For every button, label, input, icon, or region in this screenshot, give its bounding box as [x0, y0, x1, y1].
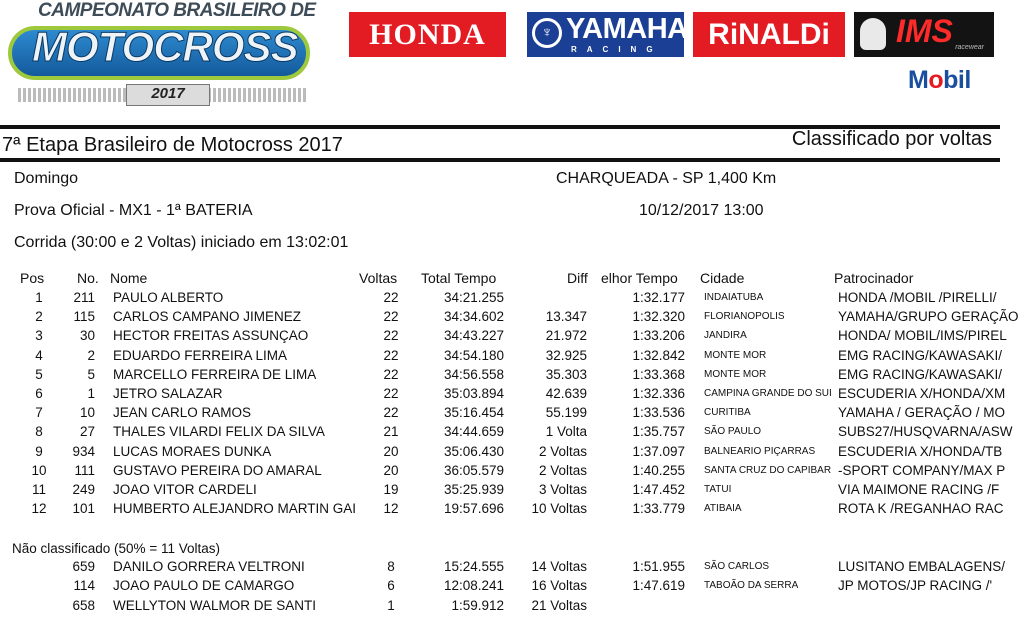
- cell-city: CURITIBA: [704, 407, 751, 419]
- event-title: 7ª Etapa Brasileiro de Motocross 2017: [2, 134, 343, 156]
- cell-total: 35:06.430: [443, 443, 504, 459]
- cell-name: GUSTAVO PEREIRA DO AMARAL: [113, 462, 322, 478]
- cell-total: 34:34.602: [443, 309, 504, 325]
- cell-best: 1:32.842: [632, 347, 685, 363]
- cell-sponsor: LUSITANO EMBALAGENS/: [838, 559, 1006, 574]
- championship-logo-top-text: CAMPEONATO BRASILEIRO DE: [38, 0, 316, 21]
- cell-diff: 21.972: [545, 328, 587, 344]
- cell-city: SÃO PAULO: [704, 426, 762, 438]
- cell-sponsor: ESCUDERIA X/HONDA/XM: [838, 386, 1006, 401]
- cell-name: DANILO GORRERA VELTRONI: [113, 559, 305, 574]
- cell-no: 659: [72, 559, 95, 574]
- cell-laps: 19: [383, 482, 399, 497]
- cell-no: 249: [72, 482, 95, 497]
- mobil-logo-o: o: [928, 66, 944, 94]
- race-datetime: 10/12/2017 13:00: [639, 202, 764, 219]
- cell-no: 934: [72, 443, 95, 459]
- cell-laps: 20: [383, 443, 399, 459]
- cell-laps: 21: [383, 424, 399, 440]
- cell-best: 1:47.619: [632, 578, 685, 594]
- race-start-info: Corrida (30:00 e 2 Voltas) iniciado em 13:02:01: [14, 234, 349, 251]
- cell-total: 1:59.912: [451, 597, 504, 613]
- cell-total: 35:03.894: [443, 386, 504, 401]
- cell-laps: 22: [383, 386, 399, 401]
- cell-no: 5: [87, 366, 95, 382]
- cell-laps: 1: [387, 597, 395, 613]
- cell-pos: 10: [31, 462, 47, 478]
- cell-total: 34:54.180: [443, 347, 504, 363]
- cell-name: CARLOS CAMPANO JIMENEZ: [113, 309, 302, 325]
- cell-city: SANTA CRUZ DO CAPIBAR: [704, 464, 832, 476]
- cell-name: PAULO ALBERTO: [113, 290, 224, 305]
- cell-name: LUCAS MORAES DUNKA: [113, 443, 272, 459]
- cell-diff: 42.639: [545, 386, 587, 401]
- cell-name: WELLYTON WALMOR DE SANTI: [113, 597, 317, 613]
- cell-city: MONTE MOR: [704, 349, 767, 361]
- cell-name: JOAO PAULO DE CAMARGO: [113, 578, 295, 594]
- race-name: Prova Oficial - MX1 - 1ª BATERIA: [14, 202, 253, 219]
- cell-best: 1:32.177: [632, 290, 685, 305]
- cell-diff: 2 Voltas: [538, 443, 587, 459]
- cell-name: JOAO VITOR CARDELI: [113, 482, 257, 497]
- cell-city: BALNEARIO PIÇARRAS: [704, 445, 816, 457]
- cell-name: EDUARDO FERREIRA LIMA: [113, 347, 288, 363]
- cell-sponsor: -SPORT COMPANY/MAX P: [838, 462, 1006, 478]
- cell-pos: 4: [35, 347, 43, 363]
- cell-pos: 6: [35, 386, 43, 401]
- cell-best: 1:32.336: [632, 386, 685, 401]
- cell-sponsor: HONDA/ MOBIL/IMS/PIREL: [838, 328, 1007, 344]
- cell-city: ATIBAIA: [704, 503, 742, 515]
- cell-city: FLORIANOPOLIS: [704, 311, 785, 323]
- cell-no: 10: [79, 405, 95, 421]
- cell-best: 1:32.320: [632, 309, 685, 325]
- title-bottom-rule: [0, 158, 1000, 162]
- sort-label: Classificado por voltas: [791, 128, 992, 150]
- cell-best: 1:51.955: [632, 559, 685, 574]
- cell-pos: 7: [35, 405, 43, 421]
- column-header-no: No.: [77, 270, 99, 286]
- column-header-pos: Pos: [20, 270, 45, 286]
- cell-total: 36:05.579: [443, 462, 504, 478]
- cell-sponsor: ESCUDERIA X/HONDA/TB: [838, 443, 1003, 459]
- yamaha-logo: [527, 12, 688, 57]
- mobil-logo: [908, 66, 971, 95]
- cell-city: MONTE MOR: [704, 368, 767, 380]
- cell-best: 1:33.368: [632, 366, 685, 382]
- cell-pos: 3: [35, 328, 43, 344]
- cell-no: 27: [79, 424, 95, 440]
- cell-name: JEAN CARLO RAMOS: [113, 405, 252, 421]
- cell-pos: 12: [31, 501, 47, 517]
- cell-best: 1:33.536: [632, 405, 685, 421]
- cell-best: 1:33.779: [632, 501, 685, 517]
- column-header-name: Nome: [110, 270, 148, 286]
- cell-city: INDAIATUBA: [704, 292, 764, 303]
- cell-sponsor: EMG RACING/KAWASAKI/: [838, 347, 1003, 363]
- cell-name: HUMBERTO ALEJANDRO MARTIN GAI: [113, 501, 357, 517]
- cell-diff: 2 Voltas: [538, 462, 587, 478]
- mobil-logo-suffix: bil: [943, 66, 971, 94]
- cell-no: 115: [73, 309, 95, 325]
- yamaha-logo-subtext: RACING: [571, 45, 663, 54]
- ims-logo-text: IMS: [896, 13, 953, 49]
- cell-total: 34:21.255: [443, 290, 504, 305]
- cell-laps: 22: [383, 328, 399, 344]
- cell-name: JETRO SALAZAR: [113, 386, 223, 401]
- cell-sponsor: YAMAHA/GRUPO GERAÇÃO: [838, 309, 1019, 325]
- cell-total: 34:56.558: [443, 366, 504, 382]
- cell-laps: 22: [383, 309, 399, 325]
- column-header-diff: Diff: [567, 270, 588, 286]
- column-header-laps: Voltas: [359, 270, 398, 286]
- cell-pos: 5: [35, 366, 43, 382]
- ims-helmet-icon: [860, 18, 886, 50]
- cell-total: 35:25.939: [443, 482, 504, 497]
- cell-laps: 22: [383, 366, 399, 382]
- rinaldi-logo: RiNALDi: [693, 12, 845, 57]
- cell-name: MARCELLO FERREIRA DE LIMA: [113, 366, 317, 382]
- cell-pos: 2: [35, 309, 43, 325]
- cell-diff: 13.347: [545, 309, 587, 325]
- cell-best: 1:33.206: [632, 328, 685, 344]
- cell-laps: 22: [383, 347, 399, 363]
- column-header-sponsor: Patrocinador: [834, 270, 914, 286]
- cell-laps: 22: [383, 405, 399, 421]
- cell-sponsor: JP MOTOS/JP RACING /': [838, 578, 993, 594]
- header-banner: [0, 0, 1000, 125]
- race-day: Domingo: [14, 170, 79, 187]
- cell-diff: 14 Voltas: [531, 559, 587, 574]
- cell-no: 111: [74, 462, 95, 478]
- mobil-logo-prefix: M: [908, 66, 929, 94]
- race-location: CHARQUEADA - SP 1,400 Km: [556, 170, 777, 187]
- cell-laps: 6: [387, 578, 395, 594]
- cell-diff: 10 Voltas: [531, 501, 587, 517]
- cell-total: 15:24.555: [443, 559, 504, 574]
- cell-laps: 20: [383, 462, 399, 478]
- honda-logo: HONDA: [349, 12, 506, 57]
- ims-logo: [854, 12, 994, 57]
- cell-pos: 8: [35, 424, 43, 440]
- cell-diff: 16 Voltas: [531, 578, 587, 594]
- column-header-total: Total Tempo: [421, 270, 497, 286]
- cell-no: 658: [72, 597, 95, 613]
- cell-total: 34:44.659: [443, 424, 504, 440]
- cell-city: JANDIRA: [704, 330, 747, 342]
- cell-best: 1:47.452: [632, 482, 685, 497]
- cell-sponsor: SUBS27/HUSQVARNA/ASW: [838, 424, 1013, 440]
- column-header-best: elhor Tempo: [601, 270, 678, 286]
- cell-laps: 22: [383, 290, 399, 305]
- cell-pos: 9: [35, 443, 43, 459]
- championship-logo-main-text: MOTOCROSS: [32, 23, 298, 70]
- cell-best: 1:35.757: [632, 424, 685, 440]
- cell-diff: 55.199: [545, 405, 587, 421]
- cell-laps: 12: [383, 501, 399, 517]
- cell-sponsor: YAMAHA / GERAÇÃO / MO: [838, 405, 1006, 421]
- cell-no: 2: [87, 347, 95, 363]
- cell-diff: 32.925: [545, 347, 587, 363]
- not-classified-label: Não classificado (50% = 11 Voltas): [12, 541, 220, 556]
- cell-no: 101: [72, 501, 95, 517]
- cell-city: TABOÃO DA SERRA: [704, 580, 799, 592]
- cell-sponsor: HONDA /MOBIL /PIRELLI/: [838, 290, 997, 305]
- cell-diff: 3 Voltas: [538, 482, 587, 497]
- yamaha-logo-text: YAMAHA: [566, 13, 688, 45]
- cell-name: THALES VILARDI FELIX DA SILVA: [113, 424, 325, 440]
- cell-sponsor: VIA MAIMONE RACING /F: [838, 482, 1000, 497]
- championship-logo-year: 2017: [126, 84, 210, 106]
- cell-sponsor: ROTA K /REGANHAO RAC: [838, 501, 1004, 517]
- championship-logo: [8, 0, 318, 112]
- column-header-city: Cidade: [700, 270, 745, 286]
- cell-best: 1:37.097: [632, 443, 685, 459]
- cell-best: 1:40.255: [632, 462, 685, 478]
- cell-diff: 1 Volta: [545, 424, 587, 440]
- cell-pos: 11: [31, 482, 46, 497]
- cell-diff: 35.303: [545, 366, 587, 382]
- cell-city: CAMPINA GRANDE DO SUI: [704, 388, 832, 399]
- cell-city: SÃO CARLOS: [704, 561, 770, 572]
- cell-pos: 1: [35, 290, 43, 305]
- cell-name: HECTOR FREITAS ASSUNÇAO: [113, 328, 309, 344]
- ims-logo-subtext: racewear: [955, 44, 984, 51]
- yamaha-tuning-fork-icon: ♆: [532, 18, 562, 48]
- cell-laps: 8: [387, 559, 395, 574]
- cell-total: 12:08.241: [443, 578, 504, 594]
- cell-diff: 21 Voltas: [531, 597, 587, 613]
- cell-total: 19:57.696: [443, 501, 504, 517]
- cell-total: 34:43.227: [443, 328, 504, 344]
- cell-no: 30: [79, 328, 95, 344]
- cell-city: TATUI: [704, 484, 732, 495]
- cell-no: 1: [87, 386, 95, 401]
- cell-no: 211: [73, 290, 95, 305]
- cell-sponsor: EMG RACING/KAWASAKI/: [838, 366, 1003, 382]
- cell-no: 114: [73, 578, 95, 594]
- cell-total: 35:16.454: [443, 405, 504, 421]
